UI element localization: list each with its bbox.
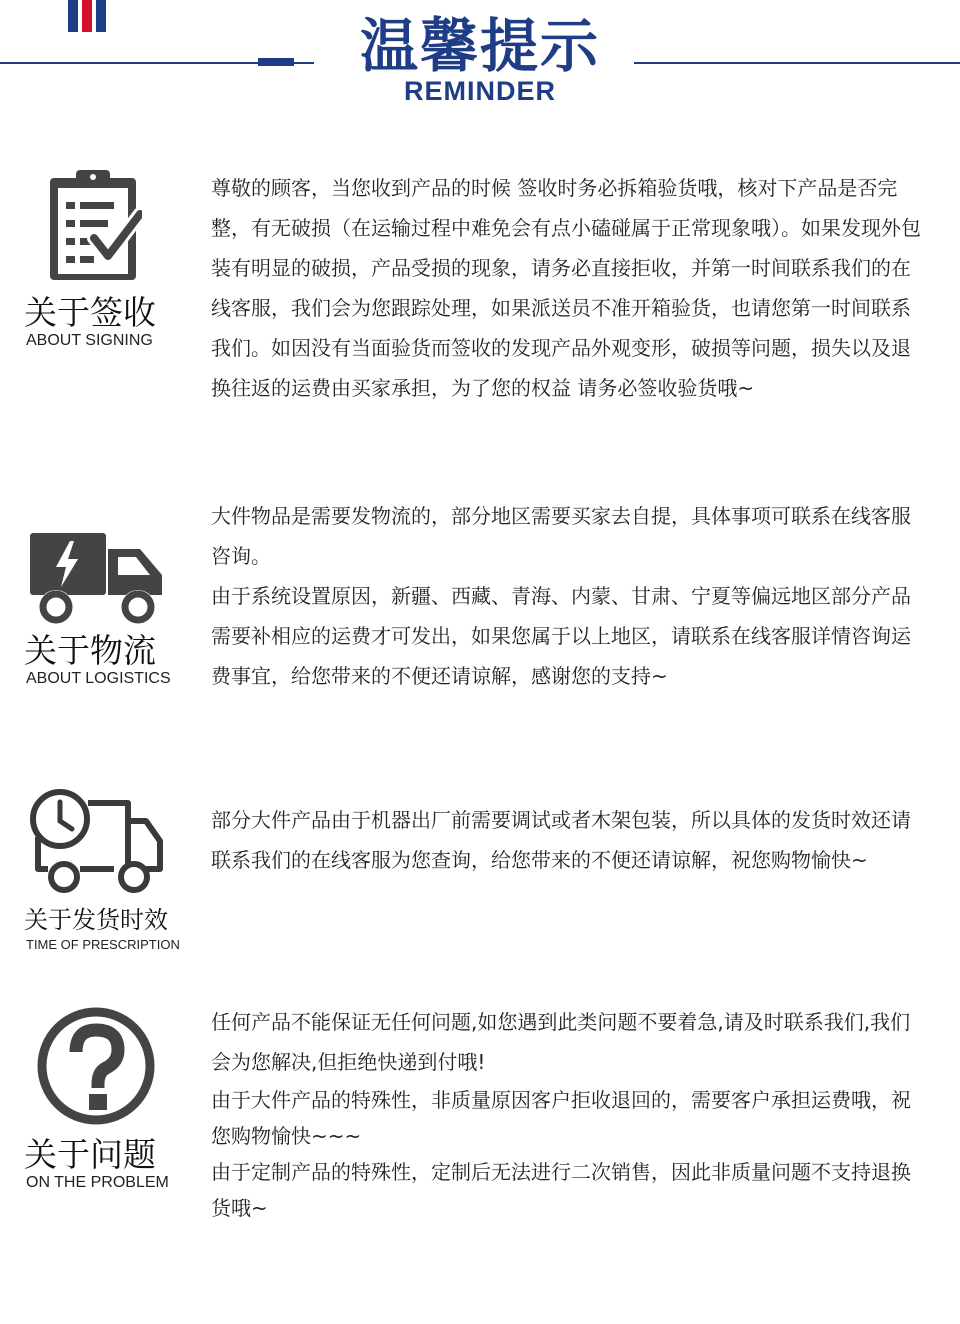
section-body — [211, 168, 923, 408]
question-mark-icon — [36, 1006, 156, 1126]
section-label-cn: 关于问题 — [24, 1135, 156, 1174]
section-label-en: ABOUT SIGNING — [26, 332, 153, 349]
section-body — [211, 496, 923, 696]
section-paragraph: 由于定制产品的特殊性，定制后无法进行二次销售，因此非质量问题不支持退换货哦~ — [211, 1160, 911, 1220]
section-label-cn: 关于发货时效 — [24, 906, 168, 934]
section-paragraph: 尊敬的顾客，当您收到产品的时候 签收时务必拆箱验货哦，核对下产品是否完整，有无破损（在运输过程中难免会有点小磕碰属于正常现象哦）。如果发现外包装有明显的破损，产品受损的现象，请务必直接拒收，并第一时间联系我们的在线客服，我们会为您跟踪处理，如果派送员不准开箱验货，也请您第一时间联系我们。如因没有当面验货而签收的发现产品外观变形，破损等问题，损失以及退换往返的运费由买家承担，为了您的权益 请务必签收验货哦~ — [211, 176, 921, 400]
section-paragraph: 由于大件产品的特殊性，非质量原因客户拒收退回的，需要客户承担运费哦，祝您购物愉快~~~ — [211, 1088, 911, 1148]
page-title: 温馨提示 — [359, 12, 600, 80]
section-label-en: TIME OF PRESCRIPTION — [26, 937, 180, 952]
delivery-truck-icon — [28, 531, 166, 625]
section-paragraph: 任何产品不能保证无任何问题,如您遇到此类问题不要着急,请及时联系我们,我们会为您解决,但拒绝快递到付哦! — [211, 1010, 911, 1074]
page-subtitle: REMINDER — [403, 76, 556, 106]
section-paragraph: 由于系统设置原因，新疆、西藏、青海、内蒙、甘肃、宁夏等偏远地区部分产品需要补相应的运费才可发出，如果您属于以上地区，请联系在线客服详情咨询运费事宜，给您带来的不便还请谅解，感谢您的支持~ — [211, 584, 911, 688]
clipboard-check-icon — [46, 168, 142, 284]
section-paragraph: 大件物品是需要发物流的，部分地区需要买家去自提，具体事项可联系在线客服咨询。 — [211, 504, 911, 568]
section-label-cn: 关于物流 — [24, 631, 156, 670]
clock-truck-icon — [28, 787, 166, 895]
section-label-en: ON THE PROBLEM — [26, 1174, 169, 1191]
section-label-cn: 关于签收 — [24, 293, 156, 332]
section-paragraph: 部分大件产品由于机器出厂前需要调试或者木架包装，所以具体的发货时效还请联系我们的在线客服为您查询，给您带来的不便还请谅解，祝您购物愉快~ — [211, 808, 911, 872]
section-body — [211, 800, 923, 880]
section-label-en: ABOUT LOGISTICS — [26, 670, 171, 687]
section-body — [211, 1002, 923, 1226]
